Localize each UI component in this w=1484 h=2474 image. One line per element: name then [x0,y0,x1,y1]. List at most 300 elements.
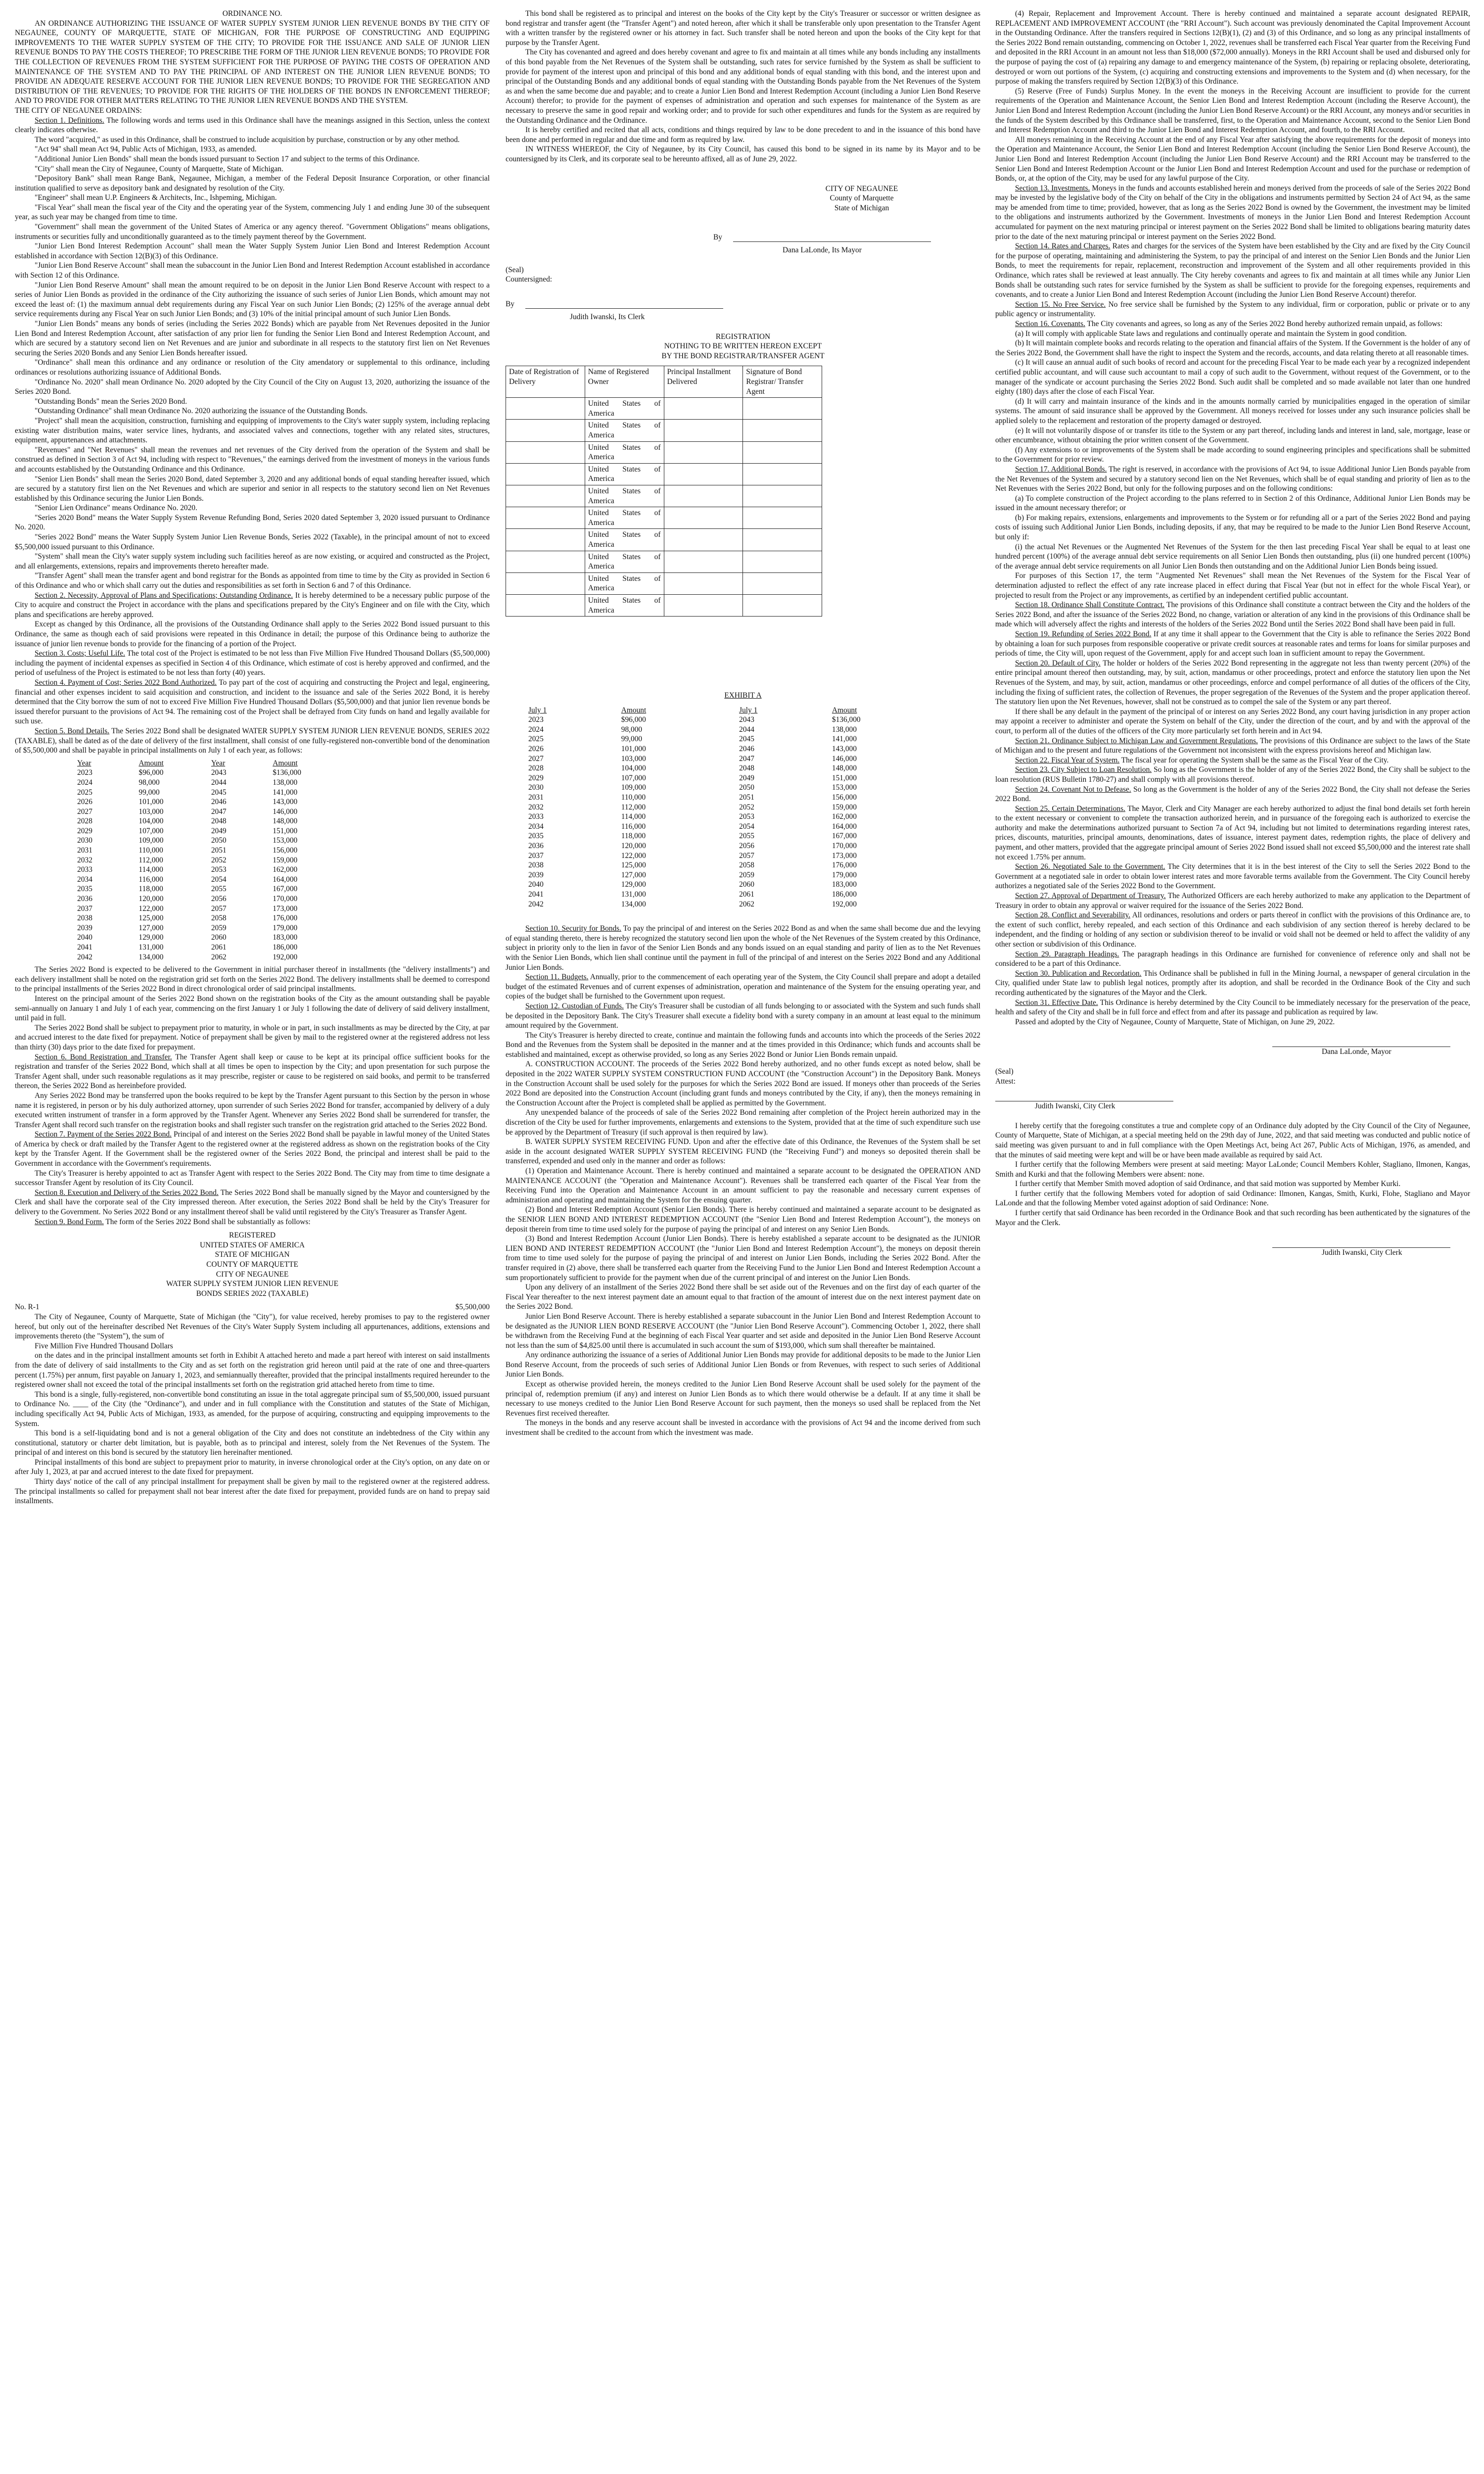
exhibit-row [525,715,961,725]
registration-signature-cell [743,420,822,441]
bond-form-header-line: WATER SUPPLY SYSTEM JUNIOR LIEN REVENUE [166,1280,339,1288]
exhibit-cell: 141,000 [832,735,857,744]
maturity-cell: 104,000 [139,817,164,826]
maturity-cell: $96,000 [139,768,164,777]
exhibit-cell: 131,000 [621,890,646,899]
section-20-text-2: If there shall be any default in the payment of the principal of or interest on any Series 2022 Bond, any court having jurisdiction in any proper action may appoint a receiver to administer and operate the System on behalf of the City, under the direction of the court, and by and with the approval of the court, to perform all of the duties of the officers of the City more particularly set forth herein and in Act 94. [995,707,1470,735]
maturity-header-row [74,759,342,768]
maturity-row [74,836,342,846]
exhibit-cell: 134,000 [621,900,646,908]
registration-row [506,485,822,507]
section-13-text: Moneys in the funds and accounts established herein and moneys derived from the proceeds of sale of the Series 2022 Bond may be invested by the legislative body of the City on behalf of the City in the obligations and instruments permitted by Section 24 of Act 94, as the same may be amended from time to time; provided, however, that as long as the Series 2022 Bond is owned by the Government, the investment may be limited to the obligations and instruments authorized by the Government. Investments of moneys in the Junior Lien Bond and Interest Redemption Account accumulated for payment on the next maturing principal or interest payment on the Series 2022 Bond shall be limited to obligations bearing maturity dates prior to the date of the next maturing principal or interest payment on the Series 2022 Bond. [995,184,1470,241]
definition-paragraph: "Ordinance No. 2020" shall mean Ordinance No. 2020 adopted by the City Council of the City on August 13, 2020, authorizing the issuance of the Series 2020 Bond. [15,378,490,396]
exhibit-row [525,831,961,841]
senior-lien-account: (2) Bond and Interest Redemption Account (Senior Lien Bonds). There is hereby continued and maintained a separate account to be designated as the SENIOR LIEN BOND AND INTEREST REDEMPTION ACCOUNT (the "Senior Lien Bond and Interest Redemption Account"), the moneys on deposit therein from time to time used solely for the purpose of paying the principal of and interest on any Senior Lien Bonds. [506,1205,980,1234]
exhibit-header-row [525,706,961,715]
additional-bonds-conditions [995,494,1470,571]
bond-form-paragraph: IN WITNESS WHEREOF, the City of Negaunee, by its City Council, has caused this bond to be signed in its name by its Mayor and to be countersigned by its Clerk, and its corporate seal to be hereunto affixed, all as of June 29, 2022. [506,145,980,163]
certification-paragraph: I further certify that the following Members voted for adoption of said Ordinance: Ilmonen, Kangas, Smith, Kurki, Flohe, Stagliano and Mayor LaLonde and that the following Member voted against adoption of said Ordinance: None. [995,1189,1470,1208]
exhibit-cell: 2031 [528,793,544,802]
exhibit-cell: 2042 [528,900,544,908]
column-3 [995,9,1470,1258]
exhibit-cell: 2027 [528,754,544,763]
section-16-title: Section 16. Covenants. [1015,320,1085,328]
exhibit-cell: $136,000 [832,715,861,724]
maturity-cell: 2056 [211,895,227,904]
section-20-text: The holder or holders of the Series 2022 Bond representing in the aggregate not less than twenty percent (20%) of the entire principal amount thereof then outstanding, may, by suit, action, mandamus or other proceedings, protect and enforce the statutory lien upon the Net Revenues of the System, and may, by suit, action, mandamus or other proceedings, enforce and compel performance of all duties of the officers of the City, including the fixing of sufficient rates, the collection of Revenues, the proper segregation of the Revenues of the System and the proper application thereof. The statutory lien upon the Net Revenues, however, shall not be construed as to compel the sale of the System or any part thereof. [995,659,1470,707]
registration-header-cell: Principal Installment Delivered [664,366,743,398]
maturity-cell: 138,000 [273,778,298,787]
section-6-text-2: Any Series 2022 Bond may be transferred upon the books required to be kept by the Transfer Agent pursuant to this Section by the person in whose name it is registered, in person or by his duly authorized attorney, upon surrender of such Series 2022 Bond for transfer, accompanied by delivery of a duly executed written instrument of transfer in a form approved by the Transfer Agent. Whenever any Series 2022 Bond shall be surrendered for transfer, the Transfer Agent shall record such transfer on the registration books and shall register such transfer on the registration grid attached to the Series 2022 Bond. [15,1091,490,1129]
exhibit-cell: 2049 [739,773,754,782]
exhibit-cell: 127,000 [621,870,646,879]
exhibit-row [525,754,961,764]
section-4-text: To pay part of the cost of acquiring and constructing the Project and legal, engineering, financial and other expenses incident to said acquisition and construction, and incident to the issuance and sale of the Series 2022 Bond, it is hereby determined that the City borrow the sum of not to exceed Five Million Five Hundred Thousand Dollars ($5,500,000) and that junior lien revenue bonds be issued therefor pursuant to the provisions of Act 94. The remaining cost of the Project shall be defrayed from City funds on hand and legally available for such use. [15,678,490,726]
exhibit-cell: 116,000 [621,822,646,831]
registration-header-row [506,366,822,398]
section-26-text: The City determines that it is in the best interest of the City to sell the Series 2022 Bond to the Government at a negotiated sale in order to obtain lower interest rates and more favorable terms available from the Government. The City Council hereby authorizes a negotiated sale of the Series 2022 Bond to the Government. [995,862,1470,891]
registration-title [506,332,980,361]
covenants-list [995,329,1470,465]
exhibit-cell: 179,000 [832,870,857,879]
maturity-cell: 2050 [211,836,227,845]
maturity-cell: 114,000 [139,865,163,874]
section-28-title: Section 28. Conflict and Severability. [1015,911,1131,920]
maturity-header-cell: Year [211,759,226,767]
exhibit-cell: 2053 [739,812,754,821]
by-label: By [713,233,722,242]
operation-maintenance-account: (1) Operation and Maintenance Account. There is hereby continued and maintained a separate account to be designated the OPERATION AND MAINTENANCE ACCOUNT (the "Operation and Maintenance Account"). Revenues shall be transferred each quarter of the Fiscal Year from the Receiving Fund into the Operation and Maintenance Account in an amount sufficient to pay the reasonable and necessary current expenses of administration and operating and maintaining the System for the ensuing quarter. [506,1167,980,1204]
maturity-cell: 2057 [211,904,227,913]
exhibit-cell: 99,000 [621,735,643,744]
registration-signature-cell [743,594,822,616]
maturity-cell: 109,000 [139,836,164,845]
ordinance-number: ORDINANCE NO. [222,9,282,18]
registration-owner-cell: United States of America [585,463,664,485]
maturity-cell: 2058 [211,914,227,923]
mayor-final-name: Dana LaLonde, Mayor [1322,1047,1391,1056]
exhibit-cell: 2048 [739,764,754,773]
definitions-list [15,135,490,591]
section-12-text-2: The City's Treasurer is hereby directed to create, continue and maintain the following funds and accounts into which the proceeds of the Series 2022 Bond and the Revenues from the System shall be deposited in the manner and at the times provided in this Ordinance; which funds and accounts shall be established and maintained, except as otherwise provided, so long as any Series 2022 Bond or Junior Lien Bonds remain unpaid. [506,1031,980,1059]
reserve-account: Junior Lien Bond Reserve Account. There is hereby established a separate subaccount in the Junior Lien Bond and Interest Redemption Account to be designated as the JUNIOR LIEN BOND RESERVE ACCOUNT (the "Junior Lien Bond Reserve Account"). Commencing October 1, 2022, there shall be withdrawn from the Receiving Fund at the beginning of each Fiscal Year quarter and set aside and deposited in the Junior Lien Bond Reserve Account not less than the sum of $4,825.00 until there is accumulated in such account the sum of $193,000, which sum shall thereafter be maintained. [506,1312,980,1350]
definition-paragraph: "Series 2022 Bond" means the Water Supply System Junior Lien Revenue Bonds, Series 2022 (Taxable), in the principal amount of not to exceed $5,500,000 issued pursuant to this Ordinance. [15,533,490,551]
maturity-cell: 2061 [211,943,227,952]
maturity-cell: 116,000 [139,875,163,884]
maturity-cell: 162,000 [273,865,298,874]
exhibit-cell: 2036 [528,842,544,850]
exhibit-cell: 107,000 [621,773,646,782]
registration-title-line: REGISTRATION [715,332,771,341]
exhibit-cell: 2046 [739,745,754,754]
construction-account-2: Any unexpended balance of the proceeds of sale of the Series 2022 Bond remaining after completion of the Project herein authorized may in the discretion of the City be used for further improvements, enlargements and extensions to the System, provided that at the time of such expenditure such use be approved by the Department of Treasury (if such approval is then required by law). [506,1108,980,1137]
city-signature-block [743,184,980,213]
section-13-title: Section 13. Investments. [1015,184,1090,192]
maturity-row [74,884,342,894]
maturity-cell: 2030 [77,836,93,845]
exhibit-cell: 2023 [528,715,544,724]
maturity-row [74,768,342,778]
maturity-cell: 2051 [211,846,227,855]
exhibit-cell: 2061 [739,890,754,899]
maturity-cell: 2060 [211,933,227,942]
maturity-row [74,826,342,836]
exhibit-row [525,812,961,822]
registration-header-cell: Name of Registered Owner [585,366,664,398]
registration-installment-cell [664,529,743,551]
clerk-signature-line [506,299,980,312]
bond-form-header [15,1231,490,1298]
section-19-title: Section 19. Refunding of Series 2022 Bond. [1015,630,1152,638]
exhibit-cell: 2052 [739,803,754,811]
certification-paragraph: I hereby certify that the foregoing constitutes a true and complete copy of an Ordinance duly adopted by the City Council of the City of Negaunee, County of Marquette, State of Michigan, at a special meeting held on the 29th day of June, 2022, and that said meeting was conducted and public notice of said meeting was given pursuant to and in full compliance with the Open Meetings Act, being Act 267, Public Acts of Michigan, 1976, as amended, and that the minutes of said meeting were kept and will be or have been made available as required by said Act. [995,1121,1470,1159]
exhibit-header-cell: Amount [621,706,647,714]
ordinance-intro: AN ORDINANCE AUTHORIZING THE ISSUANCE OF WATER SUPPLY SYSTEM JUNIOR LIEN REVENUE BONDS BY THE CITY OF NEGAUNEE, COUNTY OF MARQUETTE, STATE OF MICHIGAN, FOR THE PURPOSE OF CONSTRUCTING AND EQUIPPING IMPROVEMENTS TO THE WATER SUPPLY SYSTEM OF THE CITY; TO PROVIDE FOR THE ISSUANCE AND SALE OF JUNIOR LIEN REVENUE BONDS TO PAY THE COSTS THEREOF; TO PRESCRIBE THE FORM OF THE JUNIOR LIEN REVENUE BONDS; TO PROVIDE FOR THE COLLECTION OF REVENUES FROM THE SYSTEM SUFFICIENT FOR THE PURPOSE OF PAYING THE COSTS OF OPERATION AND MAINTENANCE OF THE SYSTEM AND TO PAY THE PRINCIPAL OF AND INTEREST ON THE JUNIOR LIEN REVENUE BONDS; TO PROVIDE AN ADEQUATE RESERVE ACCOUNT FOR THE JUNIOR LIEN REVENUE BONDS; TO PROVIDE FOR THE SEGREGATION AND DISTRIBUTION OF THE REVENUES; TO PROVIDE FOR THE RIGHTS OF THE HOLDERS OF THE BONDS IN ENFORCEMENT THEREOF; AND TO PROVIDE FOR OTHER MATTERS RELATING TO THE JUNIOR LIEN REVENUE BONDS AND THE SYSTEM. [15,19,490,105]
registration-installment-cell [664,572,743,594]
registration-owner-cell: United States of America [585,441,664,463]
registration-row [506,572,822,594]
maturity-cell: 2028 [77,817,93,826]
registration-date-cell [506,463,585,485]
maturity-cell: 143,000 [273,798,298,807]
section-26-title: Section 26. Negotiated Sale to the Government. [1015,862,1165,871]
exhibit-cell: 153,000 [832,783,857,792]
section-23-text: So long as the Government is the holder of any of the Series 2022 Bond, the City shall be subject to the loan resolution (RUS Bulletin 1780-27) and shall comply with all provisions thereof. [995,765,1470,784]
exhibit-cell: 2043 [739,715,754,724]
exhibit-row [525,880,961,890]
section-28-text: All ordinances, resolutions and orders or parts thereof in conflict with the provisions of this Ordinance are, to the extent of such conflict, hereby repealed, and each section of this Ordinance and each subdivision of any section thereof is hereby declared to be independent, and the finding or holding of any section or subdivision thereof to be invalid or void shall not be deemed or held to affect the validity of any other section or subdivision of this Ordinance. [995,911,1471,949]
registration-owner-cell: United States of America [585,420,664,441]
registration-header-cell: Signature of Bond Registrar/ Transfer Agent [743,366,822,398]
certification-paragraph: I further certify that the following Members were present at said meeting: Mayor LaLonde; Council Members Kohler, Stagliano, Ilmonen, Kangas, Smith and Kurki and that the following Members were absent: none. [995,1160,1470,1179]
registration-row [506,507,822,529]
maturity-cell: 129,000 [139,933,164,942]
exhibit-row [525,860,961,870]
maturity-row [74,788,342,798]
section-12-text: The City's Treasurer shall be custodian of all funds belonging to or associated with the System and such funds shall be deposited in the Depository Bank. The City's Treasurer shall execute a fidelity bond with a surety company in an amount at least equal to the minimum amount required by the Government. [506,1001,980,1030]
section-15-text: No free service shall be furnished by the System to any individual, firm or corporation, public or private or to any public agency or instrumentality. [995,300,1470,319]
registration-owner-cell: United States of America [585,529,664,551]
registration-date-cell [506,529,585,551]
maturity-cell: 2046 [211,798,227,807]
maturity-cell: 2029 [77,826,93,835]
registration-date-cell [506,572,585,594]
section-10-text: To pay the principal of and interest on the Series 2022 Bond as and when the same shall become due and the levying of equal standing thereto, there is hereby recognized the statutory second lien upon the whole of the Net Revenues of the System created by this Ordinance, subject in priority only to the lien in favor of the Senior Lien Bonds and any bonds issued on an equal standing and parity of lien as to the Net Revenues with the Senior Lien Bonds, which lien shall continue until the payment in full of the principal of and interest on the Series 2022 Bond and any Additional Junior Lien Bonds. [506,924,980,972]
section-21-text: The provisions of this Ordinance are subject to the laws of the State of Michigan and to the present and future regulations of the Government not inconsistent with the express provisions hereof and Michigan law. [995,736,1470,755]
surplus-money: (5) Reserve (Free of Funds) Surplus Money. In the event the moneys in the Receiving Account are insufficient to provide for the current requirements of the Operation and Maintenance Account, the Senior Lien Bond and Interest Redemption Account (including the Reserve Account), the Junior Lien Bond and Interest Redemption Account (including the Junior Lien Bond Reserve Account) or the RRI Account, any moneys and/or securities in the funds of the System described by this Ordinance shall be transferred, first, to the Operation and Maintenance Account, second to the Senior Lien Bond and Interest Redemption Account and third to the Junior Lien Bond and Interest Redemption Account, and fourth, to the RRI Account. [995,87,1470,135]
bond-details-paragraph: The Series 2022 Bond shall be subject to prepayment prior to maturity, in whole or in part, in such installments as may be directed by the City, at par and accrued interest to the date fixed for prepayment. Notice of prepayment shall be given by mail to the registered owner at the registered address not less than thirty (30) days prior to the date fixed for prepayment. [15,1023,490,1051]
exhibit-title: EXHIBIT A [724,691,762,700]
maturity-cell: 186,000 [273,943,298,952]
registration-owner-cell: United States of America [585,551,664,572]
maturity-cell: 2054 [211,875,227,884]
bond-form-paragraph: It is hereby certified and recited that all acts, conditions and things required by law to be done precedent to and in the issuance of this bond have been done and performed in regular and due time and form as required by law. [506,126,980,144]
exhibit-header-cell: July 1 [528,706,547,714]
maturity-row [74,875,342,885]
exhibit-cell: 143,000 [832,745,857,754]
exhibit-cell: 2024 [528,725,544,734]
definition-paragraph: "Depository Bank" shall mean Range Bank, Negaunee, Michigan, a member of the Federal Deposit Insurance Corporation, or other financial institution qualified to serve as depository bank and designated by resolution of the City. [15,174,490,192]
definition-paragraph: "Junior Lien Bond Reserve Account" shall mean the subaccount in the Junior Lien Bond and Interest Redemption Account established in accordance with Section 12 of this Ordinance. [15,261,490,280]
registration-table [506,366,822,617]
section-22-title: Section 22. Fiscal Year of System. [1015,756,1120,764]
surplus-money-2: All moneys remaining in the Receiving Account at the end of any Fiscal Year after satisfying the above requirements for the deposit of moneys into the Operation and Maintenance Account, the Senior Lien Bond and Interest Redemption Account (including the Senior Lien Bond Reserve Account), the Junior Lien Bond and Interest Redemption Account (including the Junior Lien Bond Reserve Account) and the RRI Account may be transferred to the Senior Lien Bond and Interest Redemption Account or the Junior Lien Bond and Interest Redemption Account and used for the purchase or redemption of Bonds, or, at the option of the City, may be used for any lawful purpose of the City. [995,135,1470,183]
exhibit-cell: 112,000 [621,803,646,811]
section-21-title: Section 21. Ordinance Subject to Michigan Law and Government Regulations. [1015,736,1258,745]
exhibit-cell: 186,000 [832,890,857,899]
attest-label: Attest: [995,1077,1016,1086]
definition-paragraph: "Revenues" and "Net Revenues" shall mean the revenues and net revenues of the City derived from the operation of the System and shall be construed as defined in Section 3 of Act 94, including with respect to "Revenues," the earnings derived from the investment of moneys in the various funds and accounts established by the Outstanding Ordinance and this Ordinance. [15,445,490,474]
countersigned-label: Countersigned: [506,275,553,284]
section-17-text-2: For purposes of this Section 17, the term "Augmented Net Revenues" shall mean the Net Revenues of the System for the Fiscal Year of determination adjusted to reflect the effect of any rate increase placed in effect during that Fiscal Year (but not in effect for the whole Fiscal Year), or projected to result from the Project or any improvements, as certified by an independent certified public accountant. [995,571,1470,600]
mayor-signature-line [506,233,980,245]
maturity-cell: 2045 [211,788,227,797]
registration-installment-cell [664,507,743,529]
maturity-cell: 159,000 [273,856,298,864]
registration-signature-cell [743,529,822,551]
section-25-text: The Mayor, Clerk and City Manager are each hereby authorized to adjust the final bond details set forth herein to the extent necessary or convenient to complete the transaction authorized herein, and in pursuance of the foregoing each is authorized to exercise the authority and make the determinations authorized pursuant to Section 7a of Act 94, including but not limited to determinations regarding interest rates, prices, discounts, maturities, principal amounts, denominations, dates of issuance, interest payment dates, redemption rights, the place of delivery and payment, and other matters, provided that the aggregate principal amount of Series 2022 Bond issued shall not exceed $5,500,000 and the interest rate shall not exceed 1.75% per annum. [995,804,1470,861]
exhibit-row [525,900,961,909]
registration-installment-cell [664,420,743,441]
definition-paragraph: "Transfer Agent" shall mean the transfer agent and bond registrar for the Bonds as appointed from time to time by the City as provided in Section 6 of this Ordinance and who or which shall carry out the duties and responsibilities as set forth in Section 6 and 7 of this Ordinance. [15,571,490,590]
maturity-cell: 2041 [77,943,93,952]
exhibit-row [525,734,961,744]
exhibit-cell: 2050 [739,783,754,792]
reserve-account-3: Except as otherwise provided herein, the moneys credited to the Junior Lien Bond Reserve Account shall be used solely for the payment of the principal of, redemption premium (if any) and interest on Junior Lien Bonds as to which there would otherwise be a default. If at any time it shall be necessary to use moneys credited to the Junior Lien Bond Reserve Account for such payment, then the moneys so used shall be replaced from the Net Revenues first received thereafter. [506,1380,980,1418]
section-7-title: Section 7. Payment of the Series 2022 Bond. [35,1130,172,1139]
registration-signature-cell [743,463,822,485]
maturity-row [74,904,342,914]
maturity-row [74,923,342,933]
definition-paragraph: "Junior Lien Bond Interest Redemption Account" shall mean the Water Supply System Junior Lien Bond and Interest Redemption Account established in accordance with Section 12(B)(3) of this Ordinance. [15,242,490,260]
exhibit-row [525,803,961,812]
covenant-paragraph: (f) Any extensions to or improvements of the System shall be made according to sound engineering principles and specifications shall be submitted to the Government for prior review. [995,445,1470,464]
definition-paragraph: The word "acquired," as used in this Ordinance, shall be construed to include acquisition by purchase, construction or by any other method. [35,135,460,144]
exhibit-cell: 101,000 [621,745,646,754]
passed-statement: Passed and adopted by the City of Negaunee, County of Marquette, State of Michigan, on June 29, 2022. [1015,1017,1335,1026]
exhibit-cell: 2059 [739,870,754,879]
definition-paragraph: "Series 2020 Bond" means the Water Supply System Revenue Refunding Bond, Series 2020 dated September 3, 2020 issued pursuant to Ordinance No. 2020. [15,513,490,532]
bond-details-paragraph: Interest on the principal amount of the Series 2022 Bond shown on the registration books of the City as the amount outstanding shall be payable semi-annually on January 1 and July 1 of each year, commencing on the first January 1 or July 1 following the date of delivery of said delivery installment, until paid in full. [15,994,490,1023]
registration-signature-cell [743,398,822,420]
exhibit-cell: 2058 [739,861,754,870]
additional-bond-condition: (a) To complete construction of the Project according to the plans referred to in Section 2 of this Ordinance, Additional Junior Lien Bonds may be issued in the amount necessary therefor; or [995,494,1470,513]
registration-installment-cell [664,463,743,485]
maturity-row [74,807,342,817]
maturity-cell: 170,000 [273,895,298,904]
bond-amount: $5,500,000 [455,1303,490,1312]
reserve-account-2: Any ordinance authorizing the issuance of a series of Additional Junior Lien Bonds may provide for additional deposits to be made to the Junior Lien Bond Reserve Account, from the proceeds of such series of Additional Junior Lien Bonds or from Revenues, with respect to such series of Additional Junior Lien Bonds. [506,1351,980,1379]
ordains-line: THE CITY OF NEGAUNEE ORDAINS: [15,106,142,115]
definition-paragraph: "Project" shall mean the acquisition, construction, furnishing and equipping of improvements to the City's water supply system, including replacing existing water distribution mains, water service lines, hydrants, and associated valves and connections, together with any related sites, structures, equipment, appurtenances and attachments. [15,416,490,445]
section-9-title: Section 9. Bond Form. [35,1217,104,1226]
exhibit-row [525,783,961,793]
maturity-cell: 98,000 [139,778,160,787]
maturity-cell: 2026 [77,798,93,807]
section-25-title: Section 25. Certain Determinations. [1015,804,1125,813]
maturity-cell: 148,000 [273,817,298,826]
bond-number: No. R-1 [15,1303,40,1312]
exhibit-cell: 2062 [739,900,754,908]
exhibit-cell: $96,000 [621,715,646,724]
by-label-2: By [506,300,514,309]
maturity-cell: 2055 [211,885,227,894]
registration-row [506,529,822,551]
definition-paragraph: "Act 94" shall mean Act 94, Public Acts of Michigan, 1933, as amended. [35,145,257,154]
bond-form-paragraph: Principal installments of this bond are subject to prepayment prior to maturity, in inverse chronological order at the City's option, on any date on or after July 1, 2023, at par and accrued interest to the date fixed for prepayment. [15,1458,490,1476]
exhibit-cell: 162,000 [832,812,857,821]
bond-form-continued [506,9,980,164]
exhibit-row [525,773,961,783]
registration-installment-cell [664,551,743,572]
junior-lien-account: (3) Bond and Interest Redemption Account (Junior Lien Bonds). There is hereby established a separate account to be designated as the JUNIOR LIEN BOND AND INTEREST REDEMPTION ACCOUNT (the "Junior Lien Bond and Interest Redemption Account"), the moneys on deposit therein from time to time used solely for the purpose of paying the principal of and interest on Junior Lien Bonds, including the Series 2022 Bond. After the transfer required in (2) above, there shall be transferred each quarter from the Receiving Fund to the Junior Lien Bond and Interest Redemption Account a sum proportionately sufficient to provide for the payment when due of the current principal of and interest on the Junior Lien Bonds. [506,1235,980,1282]
bond-details-paragraph: The Series 2022 Bond is expected to be delivered to the Government in initial purchaser thereof in installments (the "delivery installments") and each delivery installment shall be noted on the registration grid set forth on the Series 2022 Bond. The delivery installments shall be deemed to correspond to the principal installments of the Series 2022 Bond in direct chronological order of said principal installments. [15,965,490,994]
maturity-cell: 2052 [211,856,227,864]
maturity-cell: 103,000 [139,807,164,816]
exhibit-cell: 2030 [528,783,544,792]
covenant-paragraph: (d) It will carry and maintain insurance of the kinds and in the amounts normally carried by municipalities engaged in the operation of similar systems. The amount of said insurance shall be approved by the Government. All moneys received for losses under any such insurance policies shall be applied solely to the replacement and restoration of the property damaged or destroyed. [995,397,1470,425]
city-name-line: CITY OF NEGAUNEE [825,184,898,193]
exhibit-cell: 146,000 [832,754,857,763]
section-2-title: Section 2. Necessity, Approval of Plans and Specifications; Outstanding Ordinance. [35,591,293,600]
after-maturities [15,965,490,1052]
exhibit-cell: 173,000 [832,851,857,860]
bond-form-paragraph: This bond shall be registered as to principal and interest on the books of the City kept by the City's Treasurer or successor or written designee as bond registrar and transfer agent (the "Transfer Agent") and noted hereon, after which it shall be transferable only upon presentation to the Transfer Agent with a written transfer by the registered owner or his attorney in fact. Such transfer shall be noted hereon and upon the books of the City kept for that purpose by the Transfer Agent. [506,9,980,47]
registration-date-cell [506,594,585,616]
exhibit-cell: 2041 [528,890,544,899]
exhibit-cell: 151,000 [832,773,857,782]
section-11-title: Section 11. Budgets. [525,973,589,982]
bond-form-paragraph: The City has covenanted and agreed and does hereby covenant and agree to fix and maintain at all times while any bonds including any installments of this bond payable from the Net Revenues of the System shall be outstanding, such rates for service furnished by the System as shall be sufficient to provide for payment of the interest upon and principal of this bond and any additional bonds of equal standing with this bond, and the interest upon and principal of the Outstanding Bonds and any additional bonds of equal standing with the Outstanding Bonds payable from the Net Revenues of the System as and when the same become due and payable; and to create a Junior Lien Bond and Interest Redemption Account (including a Junior Lien Bond Reserve Account) therefor; to provide for the payment of expenses of administration and operation and such expenses for maintenance of the System as are necessary to preserve the same in good repair and working order; and to provide for such other expenditures and funds for the System as are required by the Outstanding Ordinance and the Ordinance. [506,48,980,125]
section-7-text-2: The City's Treasurer is hereby appointed to act as Transfer Agent with respect to the Series 2022 Bond. The City may from time to time designate a successor Transfer Agent by resolution of its City Council. [15,1169,490,1188]
maturity-cell: 99,000 [139,788,160,797]
definition-paragraph: "City" shall mean the City of Negaunee, County of Marquette, State of Michigan. [35,164,283,173]
exhibit-cell: 2051 [739,793,754,802]
registration-signature-cell [743,441,822,463]
exhibit-cell: 2029 [528,773,544,782]
exhibit-cell: 2038 [528,861,544,870]
maturity-cell: 2038 [77,914,93,923]
section-5-title: Section 5. Bond Details. [35,726,110,735]
maturity-row [74,933,342,943]
exhibit-cell: 114,000 [621,812,646,821]
junior-lien-account-2: Upon any delivery of an installment of the Series 2022 Bond there shall be set aside out of the Revenues and on the first day of each quarter of the Fiscal Year thereafter to the next interest payment date an amount equal to that fraction of the amount of interest due on the next interest payment date on the Series 2022 Bond. [506,1283,980,1311]
maturity-cell: 2033 [77,865,93,874]
exhibit-cell: 2028 [528,764,544,773]
maturity-cell: 141,000 [273,788,298,797]
maturity-cell: 183,000 [273,933,298,942]
definition-paragraph: "Junior Lien Bonds" means any bonds of series (including the Series 2022 Bonds) which are payable from Net Revenues deposited in the Junior Lien Bond and Interest Redemption Account, after satisfaction of any prior lien for funding the Senior Lien Bond and Interest Redemption Account, and which are secured by a statutory second lien on Net Revenues and are junior and subordinate in all respects to the statutory first lien on Net Revenues securing the Series 2020 Bonds and any Senior Lien Bonds hereafter issued. [15,320,490,357]
registration-date-cell [506,398,585,420]
registration-row [506,594,822,616]
clerk-final-name: Judith Iwanski, City Clerk [1035,1102,1115,1111]
exhibit-cell: 138,000 [832,725,857,734]
exhibit-cell: 122,000 [621,851,646,860]
exhibit-cell: 2060 [739,880,754,889]
exhibit-cell: 129,000 [621,880,646,889]
exhibit-cell: 2055 [739,832,754,841]
exhibit-cell: 125,000 [621,861,646,870]
maturity-cell: 2042 [77,952,93,961]
exhibit-cell: 2025 [528,735,544,744]
section-2-text-2: Except as changed by this Ordinance, all the provisions of the Outstanding Ordinance shall apply to the Series 2022 Bond issued pursuant to this Ordinance, the same as though each of said provisions were repeated in this Ordinance in detail; the purpose of this Ordinance being to authorize the issuance of junior lien revenue bonds to provide for the financing of a portion of the Project. [15,620,490,648]
exhibit-cell: 2057 [739,851,754,860]
registration-date-cell [506,441,585,463]
section-9-text: The form of the Series 2022 Bond shall be substantially as follows: [105,1217,311,1226]
maturity-cell: 164,000 [273,875,298,884]
section-30-text: This Ordinance shall be published in full in the Mining Journal, a newspaper of general circulation in the City, qualified under State law to publish legal notices, promptly after its adoption, and shall be recorded in the Ordinance Book of the City and such recording authenticated by the signatures of the Mayor and the Clerk. [995,969,1471,997]
maturity-table [74,759,342,962]
maturity-header-cell: Amount [273,759,298,767]
exhibit-cell: 120,000 [621,842,646,850]
registration-signature-cell [743,551,822,572]
additional-bond-condition: (i) the actual Net Revenues or the Augmented Net Revenues of the System for the then last preceding Fiscal Year shall be equal to at least one hundred percent (100%) of the average annual debt service requirements on all Senior Lien Bonds then outstanding, plus (ii) one hundred percent (100%) of the average annual debt service requirements on all Junior Lien Bonds then outstanding and on the Additional Junior Lien Bonds being issued. [995,542,1470,571]
definition-paragraph: "Additional Junior Lien Bonds" shall mean the bonds issued pursuant to Section 17 and subject to the terms of this Ordinance. [35,154,420,163]
section-15-title: Section 15. No Free Service. [1015,300,1106,309]
exhibit-cell: 2056 [739,842,754,850]
section-18-text: The provisions of this Ordinance shall constitute a contract between the City and the holders of the Series 2022 Bond, and after the issuance of the Series 2022 Bond, no change, variation or alteration of any kind in the provisions of this Ordinance shall be made which will adversely affect the rights and interests of the holders of the Series 2022 Bond until the Series 2022 Bond shall have been paid in full. [995,601,1470,629]
rri-account: (4) Repair, Replacement and Improvement Account. There is hereby continued and maintained a separate account designated REPAIR, REPLACEMENT AND IMPROVEMENT ACCOUNT (the "RRI Account"). Such account was previously denominated the Capital Improvement Account in the Outstanding Ordinance. After the transfers required in Sections 12(B)(1), (2) and (3) of this Ordinance, and so long as any principal installments of the Series 2022 Bond remain outstanding, commencing on October 1, 2022, revenues shall be transferred each Fiscal Year quarter from the Receiving Fund and deposited in the RRI Account in an amount not less than $18,000 ($72,000 annually). Moneys in the RRI Account shall be used and disbursed only for the purpose of paying the cost of (a) repairing any damage to and emergency maintenance of the System, (b) repairing or replacing obsolete, deteriorating, destroyed or worn out portions of the System, (c) acquiring and constructing extensions and improvements to the System and (d) when necessary, for the purpose of making the transfers required by Section 12(B)(3) of this Ordinance. [995,9,1470,86]
section-14-text: Rates and charges for the services of the System have been established by the City and are fixed by the City Council for the purpose of operating, maintaining and administering the System, to pay the principal of and interest on the Senior Lien Bonds and the Junior Lien Bonds, to meet the requirements for repair, replacement, reconstruction and improvement of the System and all other requirements provided in this Ordinance, which rates shall be reviewed at least annually. The City hereby covenants and agrees to fix and maintain at all times while any Junior Lien Bonds shall be outstanding such rates for service furnished by the System as shall be sufficient to provide for the foregoing expenses, requirements and covenants, and to create a Junior Lien Bond and Interest Redemption Account (including the Junior Lien Bond Reserve Account) therefor. [995,242,1470,299]
maturity-cell: 107,000 [139,826,164,835]
maturity-cell: 127,000 [139,923,164,932]
section-6-text: The Transfer Agent shall keep or cause to be kept at its principal office sufficient books for the registration and transfer of the Series 2022 Bond, which shall at all times be open to inspection by the City; and upon presentation for such purpose the Transfer Agent shall, under such reasonable regulations as it may prescribe, register or cause to be registered on said books, and permit to be transferred thereon, the Series 2022 Bond as hereinbefore provided. [15,1052,490,1091]
maturity-row [74,894,342,904]
registration-title-line: BY THE BOND REGISTRAR/TRANSFER AGENT [661,351,825,360]
section-5-text: The Series 2022 Bond shall be designated WATER SUPPLY SYSTEM JUNIOR LIEN REVENUE BONDS, SERIES 2022 (TAXABLE), shall be dated as of the date of delivery of the first installment, shall consist of one fully-registered non-convertible bond of the denomination of $5,500,000 and shall be payable in principal installments on July 1 of each year, as follows: [15,726,490,755]
section-3-title: Section 3. Costs; Useful Life. [35,649,125,658]
bond-form-header-line: BONDS SERIES 2022 (TAXABLE) [196,1289,309,1298]
maturity-row [74,846,342,856]
maturity-cell: 120,000 [139,895,164,904]
exhibit-cell: 2045 [739,735,754,744]
bond-form-header-line: REGISTERED [229,1231,276,1240]
bond-number-row [15,1302,490,1312]
section-10-title: Section 10. Security for Bonds. [525,924,622,933]
registration-signature-cell [743,572,822,594]
covenant-paragraph: (e) It will not voluntarily dispose of or transfer its title to the System or any part thereof, including lands and interest in land, sale, mortgage, lease or other encumbrance, without obtaining the prior written consent of the Government. [995,426,1470,445]
exhibit-table [525,706,961,909]
registration-date-cell [506,485,585,507]
final-seal-label: (Seal) [995,1067,1014,1076]
maturity-cell: 2049 [211,826,227,835]
registration-installment-cell [664,441,743,463]
column-2 [506,9,980,1438]
maturity-cell: 173,000 [273,904,298,913]
maturity-cell: 146,000 [273,807,298,816]
exhibit-header-cell: July 1 [739,706,758,714]
definition-paragraph: "Outstanding Ordinance" shall mean Ordinance No. 2020 authorizing the issuance of the Outstanding Bonds. [35,407,368,416]
exhibit-cell: 156,000 [832,793,857,802]
section-23-title: Section 23. City Subject to Loan Resolution. [1015,765,1152,774]
maturity-cell: 2044 [211,778,227,787]
exhibit-cell: 167,000 [832,832,857,841]
section-16-text: The City covenants and agrees, so long as any of the Series 2022 Bond hereby authorized remain unpaid, as follows: [1087,320,1442,328]
maturity-header-cell: Amount [139,759,164,767]
maturity-cell: 112,000 [139,856,163,864]
exhibit-row [525,725,961,735]
maturity-cell: 122,000 [139,904,164,913]
registration-installment-cell [664,594,743,616]
exhibit-cell: 2026 [528,745,544,754]
registration-owner-cell: United States of America [585,572,664,594]
registration-row [506,441,822,463]
definition-paragraph: "Fiscal Year" shall mean the fiscal year of the City and the operating year of the System, commencing July 1 and ending June 30 of the subsequent year, as such year may be changed from time to time. [15,203,490,222]
registration-signature-cell [743,507,822,529]
section-31-text: This Ordinance is hereby determined by the City Council to be immediately necessary for the preservation of the peace, health and safety of the City and shall be in full force and effect from and after its passage and publication as required by law. [995,998,1470,1017]
exhibit-cell: 183,000 [832,880,857,889]
registration-installment-cell [664,398,743,420]
